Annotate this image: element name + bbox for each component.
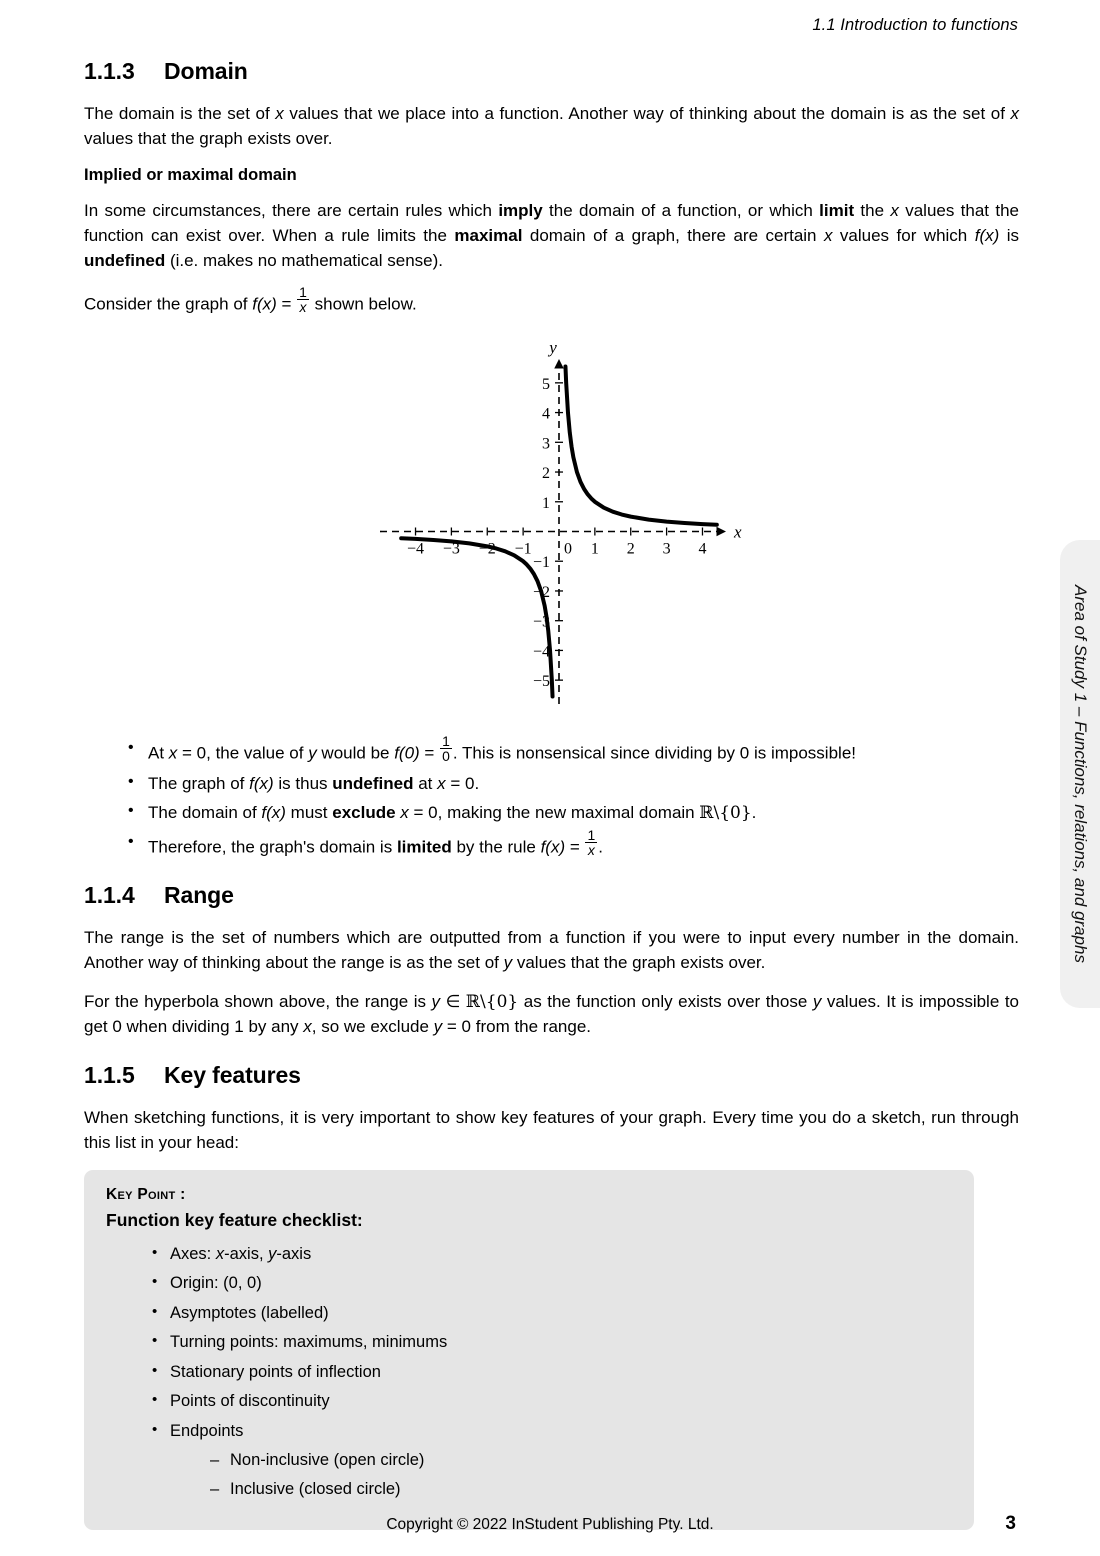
text-fragment: = bbox=[276, 294, 297, 314]
emphasis-imply: imply bbox=[498, 200, 543, 220]
math-var-y: y bbox=[812, 992, 822, 1012]
heading-key-features-number: 1.1.5 bbox=[84, 1062, 135, 1089]
text-fragment: , so we exclude bbox=[311, 1017, 434, 1037]
text-fragment: the domain of a function, or which bbox=[542, 200, 820, 220]
fraction-numerator: 1 bbox=[299, 283, 307, 300]
heading-domain-title: Domain bbox=[164, 58, 248, 84]
text-fragment: Axes: bbox=[170, 1245, 216, 1264]
x-tick-label: −1 bbox=[514, 540, 532, 558]
text-fragment: values. It is impossible to get 0 when dividing 1 by any bbox=[84, 992, 1019, 1037]
heading-domain-number: 1.1.3 bbox=[84, 58, 135, 84]
fraction-numerator: 1 bbox=[587, 826, 596, 843]
emphasis-limit: limit bbox=[819, 200, 855, 220]
hyperbola-figure bbox=[84, 335, 1019, 725]
page-content bbox=[84, 58, 1019, 1530]
key-features-paragraph: When sketching functions, it is very important to show key features of your graph. Every time you do a sketch, run through this list in your head: bbox=[84, 1108, 1019, 1153]
math-var-y: y bbox=[431, 992, 441, 1012]
text-fragment: values that the function can exist over. When a rule limits the bbox=[84, 200, 1019, 245]
side-tab-label: Area of Study 1 – Functions, relations, and graphs bbox=[1071, 584, 1090, 964]
text-fragment: -axis, bbox=[224, 1245, 269, 1264]
y-tick-label: −1 bbox=[532, 554, 550, 572]
math-variable: x bbox=[437, 773, 446, 793]
heading-key-features bbox=[84, 1062, 1019, 1089]
heading-range-title: Range bbox=[164, 882, 234, 909]
range-paragraph-1 bbox=[84, 926, 1019, 976]
hyperbola-chart bbox=[352, 335, 752, 720]
text-fragment: = 0. bbox=[445, 773, 480, 793]
text-fragment: The range is the set of numbers which are outputted from a function if you were to input every number in the domain. Another way of thinking about the range is as the set of bbox=[84, 928, 1019, 973]
text-fragment: Asymptotes (labelled) bbox=[170, 1303, 329, 1322]
kp-endpoints-sub-1: – Inclusive (closed circle) bbox=[210, 1478, 952, 1501]
emphasis-text: undefined bbox=[332, 773, 414, 793]
copyright-notice: Copyright © 2022 InStudent Publishing Pty. Ltd. bbox=[386, 1516, 714, 1533]
text-fragment: Consider the graph of bbox=[84, 294, 253, 314]
text-fragment: is bbox=[999, 225, 1019, 245]
text-fragment: values that the graph exists over. bbox=[512, 953, 766, 973]
bullet-undefined bbox=[128, 771, 1019, 797]
key-point-title: Function key feature checklist: bbox=[106, 1210, 363, 1231]
fraction-denominator: x bbox=[299, 299, 307, 316]
text-fragment: as the function only exists over those bbox=[518, 992, 813, 1012]
math-fx: f(x) bbox=[252, 294, 277, 314]
math-set-reals-excl-zero: ℝ\{0} bbox=[465, 992, 519, 1013]
y-tick-label: 5 bbox=[541, 376, 550, 394]
domain-intro-paragraph bbox=[84, 102, 1019, 152]
page-number: 3 bbox=[1005, 1513, 1016, 1534]
subheading-implied-maximal-domain: Implied or maximal domain bbox=[84, 165, 297, 184]
text-fragment: by the rule bbox=[451, 837, 541, 857]
math-var-y: y bbox=[503, 953, 513, 973]
x-tick-label: −3 bbox=[442, 540, 460, 558]
kp-stationary-inflection bbox=[152, 1361, 952, 1384]
heading-range bbox=[84, 882, 1019, 909]
math-variable: x bbox=[215, 1245, 225, 1264]
y-tick-label: 2 bbox=[541, 465, 550, 483]
text-fragment: Therefore, the graph's domain is bbox=[148, 837, 397, 857]
kp-origin bbox=[152, 1272, 952, 1295]
text-fragment: shown below. bbox=[309, 294, 417, 314]
bullet-limited bbox=[128, 826, 1019, 860]
fraction-one-over-x bbox=[297, 285, 309, 314]
key-point-label: Key Point : bbox=[106, 1186, 186, 1204]
y-tick-label: −5 bbox=[532, 673, 550, 691]
x-tick-label: −4 bbox=[406, 540, 424, 558]
math-set-symbol: ℝ\{0} bbox=[699, 803, 752, 824]
text-fragment: Endpoints bbox=[170, 1421, 244, 1440]
math-variable: f(x) bbox=[540, 837, 566, 857]
y-tick-label: −2 bbox=[532, 584, 550, 602]
math-var-x: x bbox=[275, 104, 284, 123]
fraction-1-over-x bbox=[585, 828, 597, 857]
math-variable: y bbox=[268, 1245, 277, 1264]
kp-endpoints-sublist bbox=[170, 1449, 952, 1502]
text-fragment: the bbox=[854, 200, 891, 220]
range-paragraph-2 bbox=[84, 990, 1019, 1040]
text-fragment: must bbox=[285, 803, 333, 823]
text-fragment: In some circumstances, there are certain rules which bbox=[84, 200, 499, 220]
text-fragment: At bbox=[148, 743, 169, 763]
text-fragment: The domain of bbox=[148, 803, 262, 823]
key-point-box bbox=[84, 1170, 974, 1530]
kp-turning-points bbox=[152, 1331, 952, 1354]
text-fragment: Stationary points of inflection bbox=[170, 1362, 381, 1381]
math-variable: y bbox=[308, 743, 317, 763]
math-var-y: y bbox=[433, 1017, 443, 1037]
text-fragment: The graph of bbox=[148, 773, 250, 793]
text-fragment: . bbox=[598, 837, 603, 857]
math-var-x: x bbox=[1010, 104, 1020, 123]
y-tick-label: 4 bbox=[541, 405, 550, 423]
text-fragment: . This is nonsensical since dividing by 0 is impossible! bbox=[452, 743, 856, 763]
text-fragment: = bbox=[565, 837, 585, 857]
text-fragment: The domain is the set of bbox=[84, 104, 276, 123]
math-variable: x bbox=[168, 743, 178, 763]
math-var-x: x bbox=[303, 1017, 312, 1037]
bullet-at-x-zero bbox=[128, 733, 1019, 766]
kp-discontinuity bbox=[152, 1390, 952, 1413]
heading-key-features-title: Key features bbox=[164, 1062, 301, 1089]
math-variable: f(x) bbox=[249, 773, 274, 793]
fraction-denominator: 0 bbox=[442, 748, 450, 765]
x-tick-label: 0 bbox=[563, 540, 572, 558]
text-fragment: Turning points: maximums, minimums bbox=[170, 1333, 448, 1352]
y-tick-label: 3 bbox=[541, 435, 550, 453]
x-tick-label: −2 bbox=[478, 540, 496, 558]
hyperbola-branch-1 bbox=[565, 367, 716, 525]
text-fragment: would be bbox=[316, 743, 395, 763]
fraction-numerator: 1 bbox=[442, 733, 450, 750]
emphasis-maximal: maximal bbox=[454, 225, 523, 245]
emphasis-text: exclude bbox=[332, 803, 396, 823]
y-tick-label: −4 bbox=[532, 643, 550, 661]
math-var-x: x bbox=[890, 200, 899, 220]
bullet-exclude bbox=[128, 800, 1019, 827]
x-tick-label: 2 bbox=[626, 540, 635, 558]
text-fragment: Points of discontinuity bbox=[170, 1392, 330, 1411]
heading-domain bbox=[84, 58, 1019, 85]
hyperbola-branch-2 bbox=[401, 539, 552, 697]
heading-range-number: 1.1.4 bbox=[84, 882, 135, 909]
x-tick-label: 4 bbox=[697, 540, 706, 558]
text-fragment: -axis bbox=[276, 1245, 312, 1264]
y-tick-label: 1 bbox=[541, 495, 550, 513]
text-fragment: . bbox=[751, 803, 757, 823]
text-fragment: Origin: (0, 0) bbox=[170, 1274, 262, 1293]
kp-axes bbox=[152, 1243, 952, 1266]
x-tick-label: 1 bbox=[590, 540, 599, 558]
math-fx: f(x) bbox=[974, 225, 1000, 245]
kp-asymptotes bbox=[152, 1302, 952, 1325]
text-fragment: For the hyperbola shown above, the range is bbox=[84, 992, 432, 1012]
math-variable: x bbox=[400, 803, 409, 823]
key-feature-checklist bbox=[106, 1243, 952, 1502]
emphasis-undefined: undefined bbox=[84, 250, 166, 270]
consider-graph-paragraph bbox=[84, 283, 1019, 317]
text-fragment: = 0, making the new maximal domain bbox=[408, 803, 700, 823]
text-fragment: values that the graph exists over. bbox=[84, 128, 333, 148]
text-fragment: = 0 from the range. bbox=[442, 1017, 592, 1037]
fraction-1-over-0 bbox=[440, 734, 452, 763]
text-fragment: domain of a graph, there are certain bbox=[522, 225, 824, 245]
implied-domain-paragraph bbox=[84, 199, 1019, 274]
math-variable: f(x) bbox=[261, 803, 286, 823]
text-fragment: values that we place into a function. Another way of thinking about the domain is as the set of bbox=[283, 104, 1011, 123]
side-tab-area-of-study bbox=[1060, 540, 1100, 1008]
emphasis-text: limited bbox=[396, 837, 452, 857]
text-fragment: values for which bbox=[832, 225, 975, 245]
y-axis-label: y bbox=[548, 338, 557, 358]
text-fragment: = bbox=[419, 743, 440, 763]
y-tick-label: −3 bbox=[532, 614, 550, 632]
kp-endpoints bbox=[152, 1420, 952, 1502]
math-var-x: x bbox=[823, 225, 833, 245]
domain-bullet-list bbox=[84, 733, 1019, 860]
math-variable: f(0) bbox=[394, 743, 420, 763]
text-fragment: is thus bbox=[273, 773, 333, 793]
text-fragment: ∈ bbox=[440, 992, 466, 1012]
fraction-denominator: x bbox=[587, 841, 595, 858]
text-fragment: = 0, the value of bbox=[177, 743, 309, 763]
text-fragment: at bbox=[413, 773, 438, 793]
text-fragment: (i.e. makes no mathematical sense). bbox=[165, 250, 443, 270]
x-axis-label: x bbox=[733, 522, 742, 542]
running-header: 1.1 Introduction to functions bbox=[812, 16, 1018, 34]
kp-endpoints-sub-0: – Non-inclusive (open circle) bbox=[210, 1449, 952, 1472]
x-tick-label: 3 bbox=[662, 540, 671, 558]
